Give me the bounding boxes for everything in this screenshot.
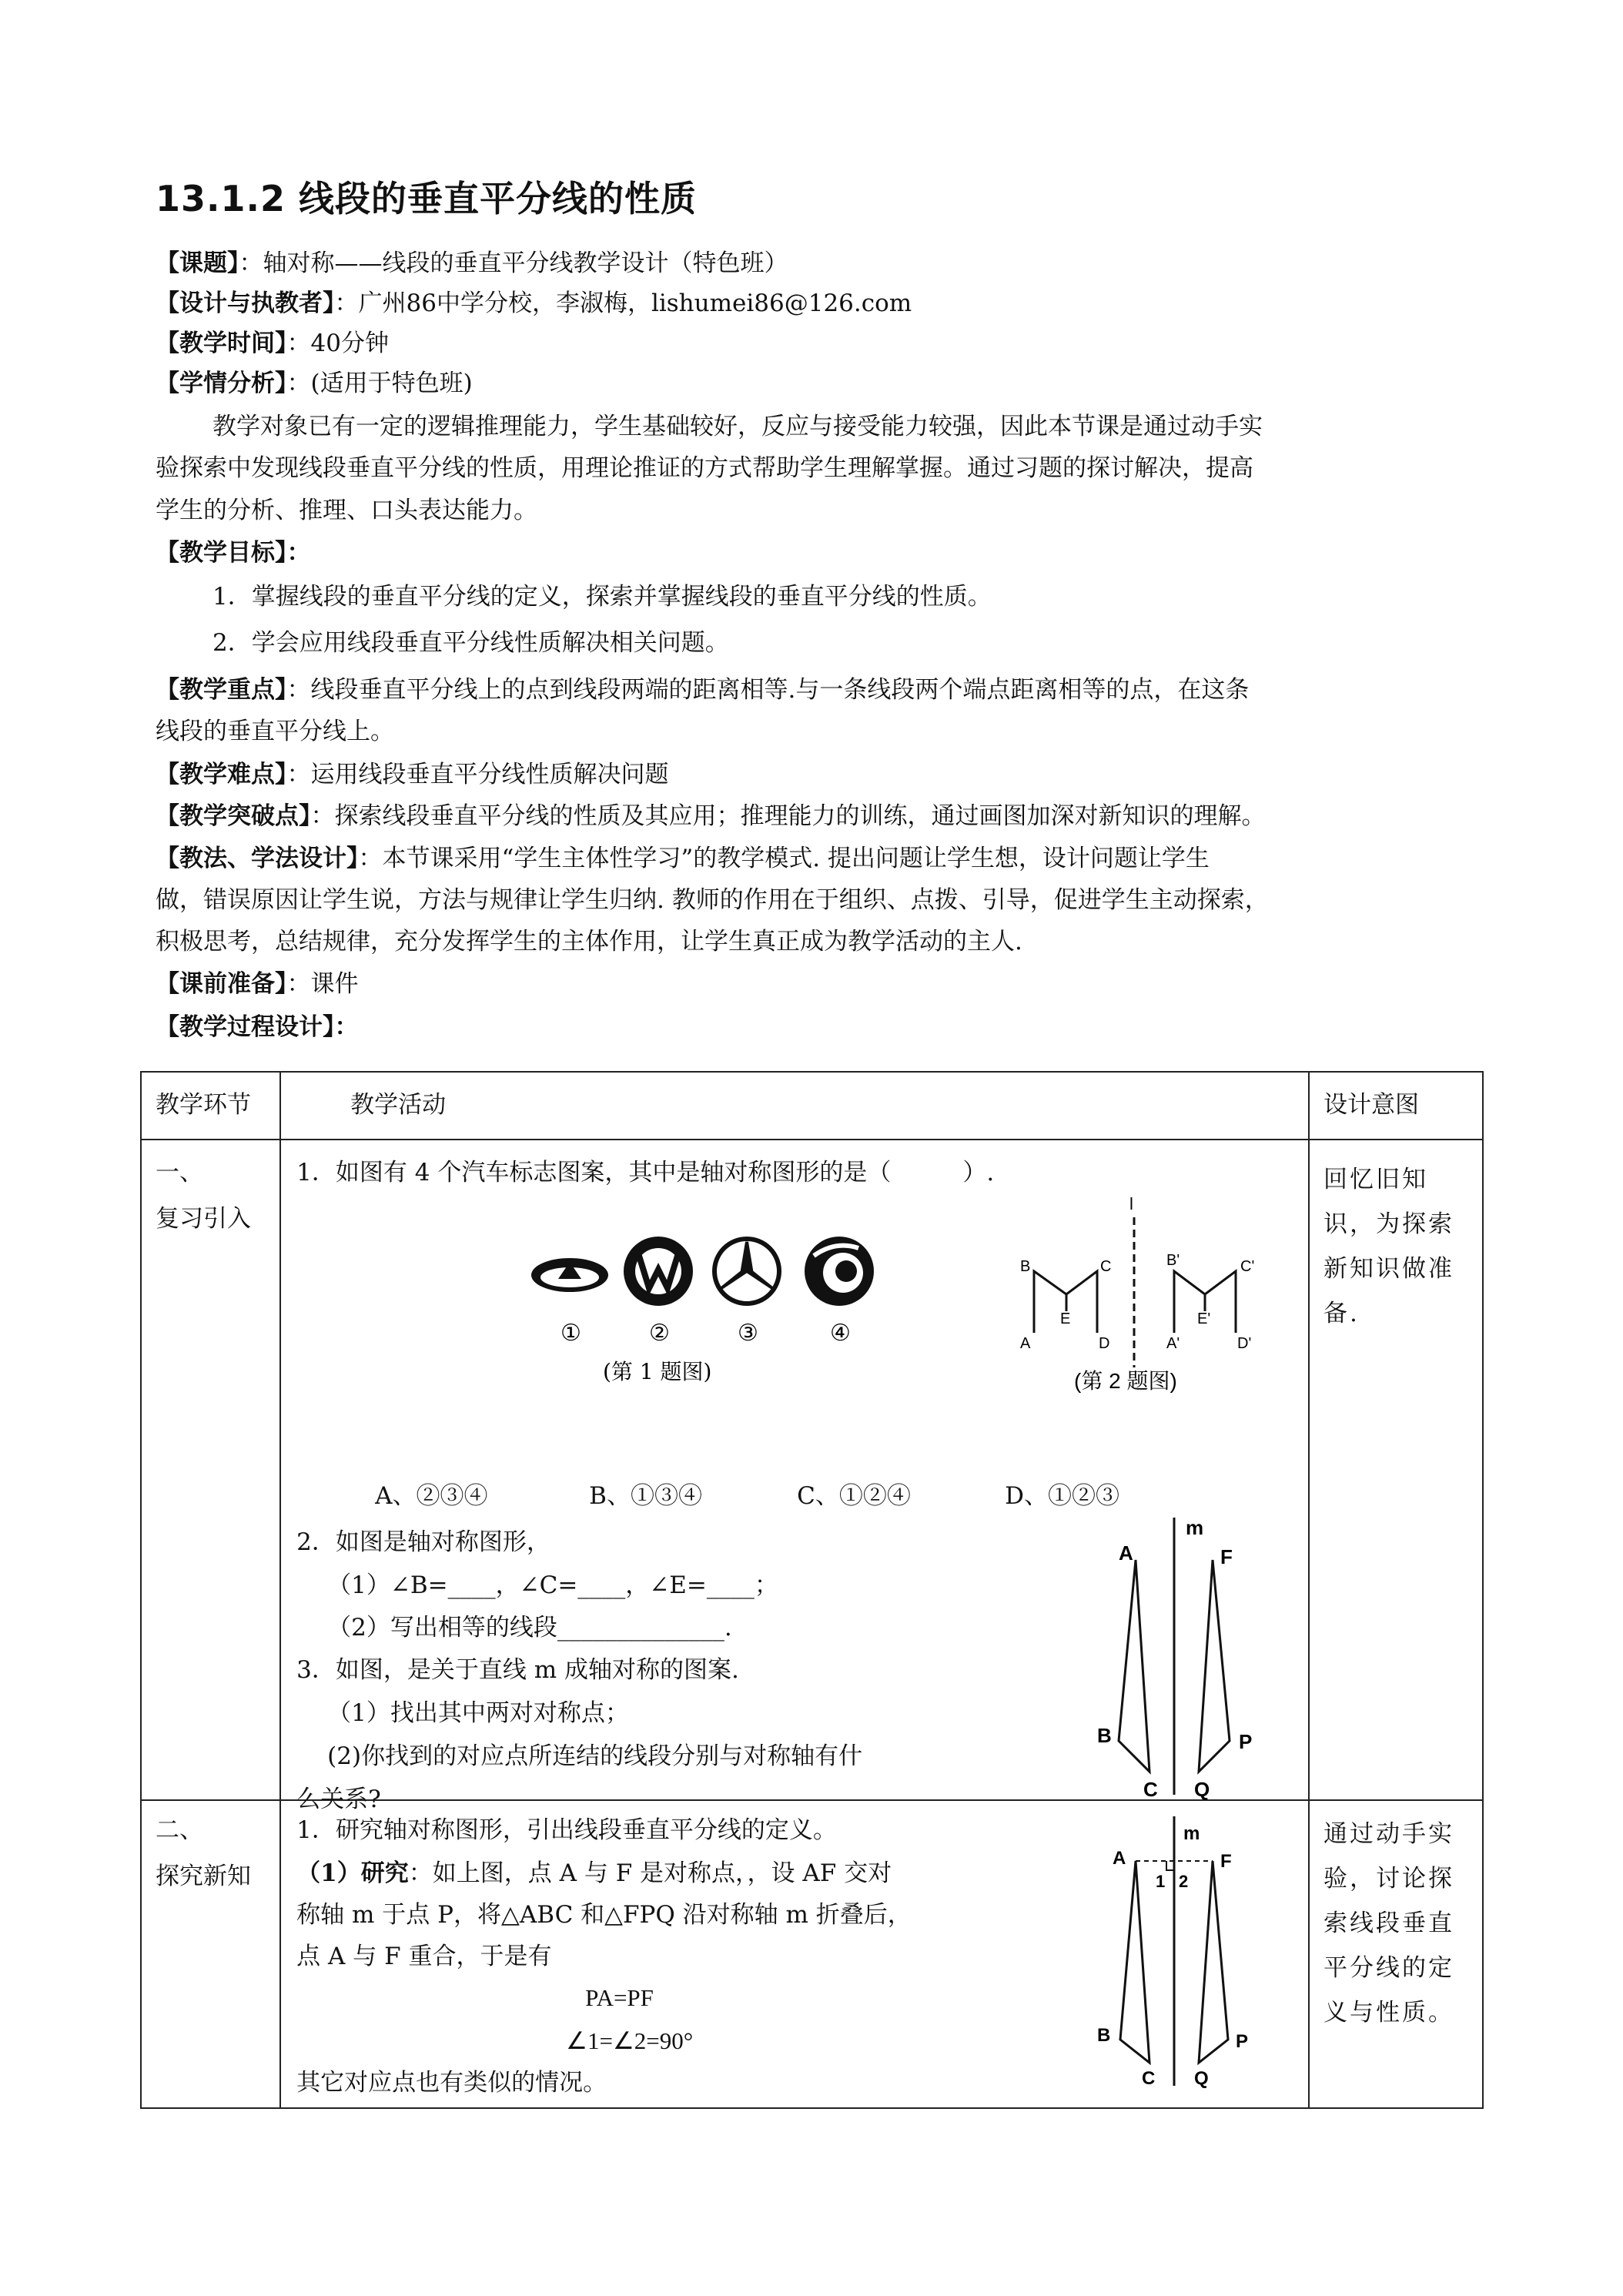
svg-text:A: A [1020, 1335, 1031, 1352]
choice-b: B、①③④ [589, 1482, 702, 1510]
header-intent: 设计意图 [1309, 1072, 1483, 1140]
svg-text:E': E' [1197, 1310, 1211, 1327]
svg-text:F: F [1220, 1851, 1232, 1872]
analysis-line-2: 验探索中发现线段垂直平分线的性质，用理论推证的方式帮助学生理解掌握。通过习题的探讨解决，提高 [156, 454, 1253, 482]
symmetric-m-figure [1012, 1186, 1305, 1394]
table-row-explore [141, 1800, 1483, 2108]
mercedes-logo [714, 1239, 779, 1304]
svg-text:P: P [1239, 1730, 1253, 1753]
goals-heading: 【教学目标】： [156, 539, 311, 567]
svg-text:A': A' [1166, 1335, 1180, 1352]
table-row-review [141, 1140, 1483, 1800]
svg-text:C: C [1100, 1258, 1112, 1275]
meta-designer: 【设计与执教者】：广州86中学分校，李淑梅，lishumei86@126.com [156, 290, 912, 317]
activity-review: 1．如图有 4 个汽车标志图案，其中是轴对称图形的是（ ）. ① ② ③ ④ (第 1 题图) l B C E A D B' C' E' A' D' (第 2 题图) A、②③④ B、①③④ C、①②④ D、①②③ 2．如图是轴对称图形， （1）∠B=____，∠C=____，∠E=____； （2）写出相等的线段______________. 3．如图，是关于直线 m 成轴对称的图案. （1）找出其中两对对称点； (2)你找到的对应点所连结的线段分别与对称轴有什 么关系? m A F B P C Q [280, 1140, 1309, 1800]
process-heading: 【教学过程设计】： [156, 1013, 359, 1041]
logo-label-3: ③ [738, 1320, 759, 1347]
svg-text:m: m [1186, 1518, 1204, 1539]
svg-text:C: C [1142, 2068, 1156, 2089]
stage-explore: 二、 探究新知 [141, 1800, 280, 2108]
choice-d: D、①②③ [1005, 1482, 1120, 1510]
preparation: 【课前准备】：课件 [156, 970, 359, 998]
svg-text:B: B [1097, 1724, 1112, 1747]
process-table [140, 1071, 1484, 2109]
breakthrough: 【教学突破点】：探索线段垂直平分线的性质及其应用；推理能力的训练，通过画图加深对新知识的理解。 [156, 802, 1266, 830]
analysis-line-3: 学生的分析、推理、口头表达能力。 [156, 497, 537, 524]
svg-text:A: A [1119, 1541, 1133, 1565]
infiniti-logo [531, 1258, 608, 1292]
fig1-caption: (第 1 题图) [603, 1359, 712, 1384]
car-logos-figure [527, 1225, 989, 1387]
meta-topic: 【课题】：轴对称——线段的垂直平分线教学设计（特色班） [156, 249, 788, 277]
method-cont-1: 做，错误原因让学生说，方法与规律让学生归纳. 教师的作用在于组织、点拨、引导，促进学生主动探索， [156, 886, 1269, 914]
svg-text:C': C' [1240, 1258, 1255, 1275]
svg-text:A: A [1113, 1848, 1126, 1869]
choice-a: A、②③④ [375, 1482, 488, 1510]
vw-logo [624, 1237, 693, 1306]
triangles-fig3 [1051, 1518, 1305, 1826]
triangles-fig4 [1051, 1816, 1305, 2094]
svg-text:P: P [1236, 2031, 1249, 2052]
header-activity: 教学活动 [280, 1072, 1309, 1140]
header-stage: 教学环节 [141, 1072, 280, 1140]
logo-label-2: ② [649, 1320, 671, 1347]
method: 【教法、学法设计】：本节课采用“学生主体性学习”的教学模式. 提出问题让学生想，设计问题让学生 [156, 845, 1210, 872]
difficulty: 【教学难点】：运用线段垂直平分线性质解决问题 [156, 761, 669, 788]
choice-c: C、①②④ [797, 1482, 911, 1510]
logo-label-4: ④ [830, 1320, 852, 1347]
key-points-cont: 线段的垂直平分线上。 [156, 718, 394, 745]
meta-analysis: 【学情分析】：(适用于特色班) [156, 370, 473, 397]
svg-text:C: C [1143, 1778, 1158, 1801]
goal-item-2: 2．学会应用线段垂直平分线性质解决相关问题。 [212, 629, 729, 657]
key-points: 【教学重点】：线段垂直平分线上的点到线段两端的距离相等.与一条线段两个端点距离相等的点，在这条 [156, 676, 1250, 704]
activity-explore: 1．研究轴对称图形，引出线段垂直平分线的定义。 （1）研究：如上图，点 A 与 F 是对称点，，设 AF 交对 称轴 m 于点 P，将△ABC 和△FPQ 沿对称轴 m 折叠后， 点 A 与 F 重合，于是有 PA=PF ∠1=∠2=90° 其它对应点也有类似的情况。 m A F 1 2 B P C Q [280, 1800, 1309, 2108]
svg-text:D: D [1099, 1335, 1110, 1352]
logo-label-1: ① [561, 1320, 582, 1347]
svg-text:2: 2 [1179, 1872, 1189, 1891]
svg-text:m: m [1183, 1823, 1200, 1844]
stage-review: 一、 复习引入 [141, 1140, 280, 1800]
svg-text:F: F [1220, 1545, 1233, 1568]
meta-duration: 【教学时间】：40分钟 [156, 330, 389, 357]
svg-text:l: l [1129, 1194, 1134, 1213]
svg-text:B': B' [1166, 1252, 1180, 1269]
analysis-line-1: 教学对象已有一定的逻辑推理能力，学生基础较好，反应与接受能力较强，因此本节课是通过动手实 [212, 413, 1263, 440]
intent-review: 回忆旧知识，为探索新知识做准备. [1309, 1140, 1483, 1800]
svg-text:Q: Q [1194, 2068, 1209, 2089]
page-title: 13.1.2 线段的垂直平分线的性质 [156, 178, 697, 219]
svg-text:E: E [1060, 1310, 1071, 1327]
table-header-row [141, 1072, 1483, 1140]
svg-text:B: B [1020, 1258, 1031, 1275]
method-cont-2: 积极思考，总结规律，充分发挥学生的主体作用，让学生真正成为教学活动的主人. [156, 928, 1022, 956]
svg-text:Q: Q [1194, 1778, 1210, 1801]
svg-text:D': D' [1237, 1335, 1252, 1352]
intent-explore: 通过动手实验，讨论探索线段垂直平分线的定义与性质。 [1309, 1800, 1483, 2108]
fig2-caption: (第 2 题图) [1074, 1369, 1177, 1393]
goal-item-1: 1．掌握线段的垂直平分线的定义，探索并掌握线段的垂直平分线的性质。 [212, 583, 992, 611]
svg-text:1: 1 [1156, 1872, 1166, 1891]
svg-text:B: B [1097, 2025, 1111, 2046]
daewoo-logo [805, 1237, 874, 1306]
